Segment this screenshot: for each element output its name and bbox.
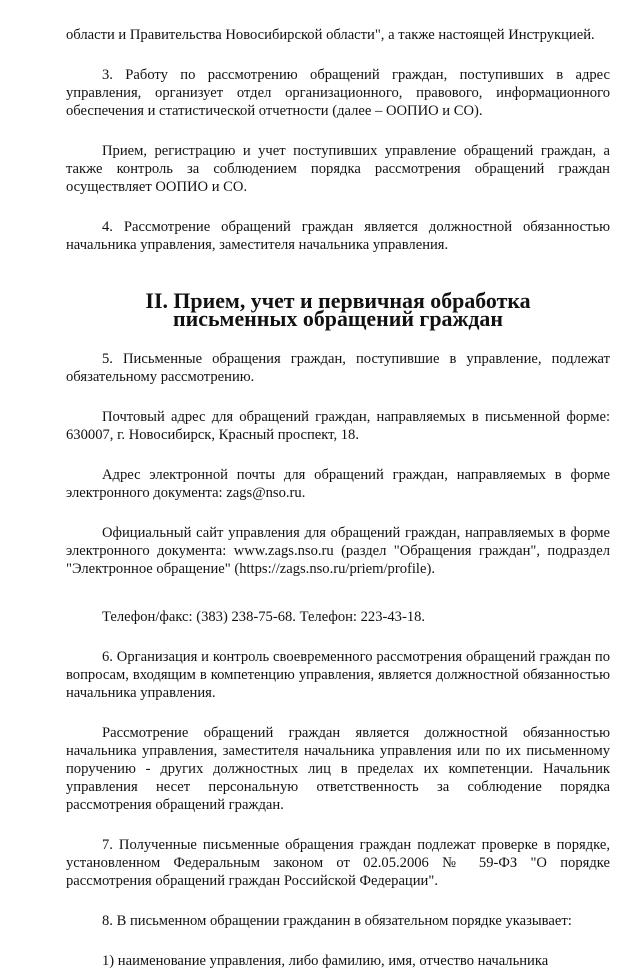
section-heading-line-2: письменных обращений граждан [173, 306, 503, 331]
paragraph-3: 3. Работу по рассмотрению обращений граждан, поступивших в адрес управления, организует отдел организационного, правового, информационного обеспечения и статистической отчетности (далее – ООПИО и СО). [66, 67, 610, 119]
paragraph-4: 4. Рассмотрение обращений граждан является должностной обязанностью начальника управления, заместителя начальника управления. [66, 219, 610, 253]
phone-numbers: Телефон/факс: (383) 238-75-68. Телефон: 223-43-18. [102, 609, 426, 625]
official-website: Официальный сайт управления для обращений граждан, направляемых в форме электронного документа: www.zags.nso.ru (раздел "Обращения граждан", подраздел "Электронное обращение" (https://zags.nso.ru/priem/profile). [66, 525, 610, 577]
paragraph-7: 7. Полученные письменные обращения граждан подлежат проверке в порядке, установленном Федеральным законом от 02.05.2006 № 59-ФЗ "О порядке рассмотрения обращений граждан Российской Федерации". [66, 837, 610, 889]
postal-address: Почтовый адрес для обращений граждан, направляемых в письменной форме: 630007, г. Новосибирск, Красный проспект, 18. [66, 409, 610, 443]
paragraph-6-responsibility: Рассмотрение обращений граждан является должностной обязанностью начальника управления, заместителя начальника управления или по их письменному поручению - других должностных лиц в пределах их компетенции. Начальник управления несет персональную ответственность за соблюдение порядка рассмотрения обращений граждан. [66, 725, 610, 813]
section-heading-line-1: II. Прием, учет и первичная обработка [145, 288, 531, 313]
paragraph-3-registration: Прием, регистрацию и учет поступивших управление обращений граждан, а также контроль за соблюдением порядка рассмотрения обращений граждан осуществляет ООПИО и СО. [66, 143, 610, 195]
paragraph-continuation: области и Правительства Новосибирской области", а также настоящей Инструкцией. [66, 27, 595, 43]
paragraph-6: 6. Организация и контроль своевременного рассмотрения обращений граждан по вопросам, входящим в компетенцию управления, является должностной обязанностью начальника управления. [66, 649, 610, 701]
paragraph-8-item-1: 1) наименование управления, либо фамилию, имя, отчество начальника [102, 953, 549, 969]
email-address: Адрес электронной почты для обращений граждан, направляемых в форме электронного документа: zags@nso.ru. [66, 467, 610, 501]
paragraph-5: 5. Письменные обращения граждан, поступившие в управление, подлежат обязательному рассмотрению. [66, 351, 610, 385]
paragraph-8: 8. В письменном обращении гражданин в обязательном порядке указывает: [102, 913, 572, 929]
document-page [66, 26, 610, 970]
section-heading [66, 288, 610, 331]
